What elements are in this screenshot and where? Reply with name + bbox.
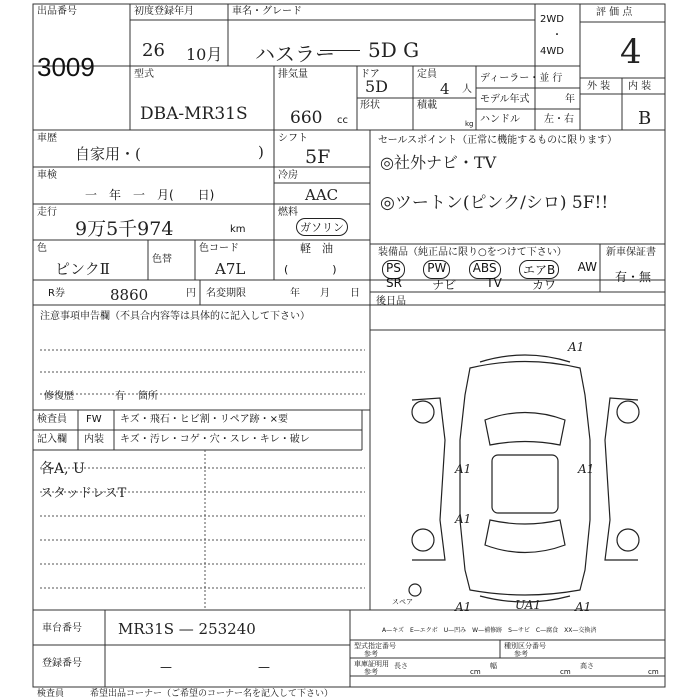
sales-point-1: ◎社外ナビ・TV [380,153,497,172]
vehicle-cert-label: 車庫証明用 [354,660,389,668]
color-code-label: 色コード [199,243,239,254]
height-label: 高さ [580,662,594,670]
wd-dot: ・ [552,30,562,41]
inspection-value: 一 年 一 月( 日) [85,188,215,202]
score-label: 評 価 点 [596,7,633,18]
inspector-label-2: 記入欄 [37,434,67,445]
interior-items: キズ・汚レ・コゲ・穴・スレ・キレ・破レ [120,434,310,445]
color-value: ピンクⅡ [55,260,110,278]
load-unit: kg [465,120,474,128]
equip-pw: PW [423,260,450,279]
repair-place: 箇所 [138,391,158,402]
chassis-label: 車台番号 [42,623,82,634]
equip-sr: SR [386,276,402,290]
mark-left-rear: A1 [455,512,472,526]
mileage-value: 9万5千974 [75,218,174,240]
left-side [412,398,445,560]
model-year-unit: 年 [565,94,575,105]
wheel-rr [617,529,639,551]
date-month: 月 [320,288,330,299]
equip-aw: AW [577,260,597,274]
equip-leather: カワ [531,278,556,292]
dealer-label: ディーラー・並 行 [480,73,563,84]
equip-navi: ナビ [432,278,457,292]
wd-4wd: 4WD [540,46,564,57]
shift-label: シフト [278,133,308,144]
interior-score: B [638,108,652,129]
rear-window [485,520,565,553]
sales-points-label: セールスポイント（正常に機能するものに限ります） [378,135,618,146]
displacement-label: 排気量 [278,69,308,80]
ref-3: 参考 [364,668,378,676]
fw-label: FW [86,414,102,425]
car-name: ハスラー [255,42,335,66]
spare-label: スペア [392,598,413,606]
displacement-unit: cc [337,115,348,126]
equip-tv: TV [486,276,502,290]
mark-rear-left: A1 [455,600,472,614]
spare-tire [409,584,421,596]
equip-abs: ABS [469,260,501,279]
inspector-label-1: 検査員 [37,414,67,425]
plate-value-2: — [258,660,270,674]
load-label: 積載 [417,100,437,111]
wheel-fl [412,401,434,423]
color-change-label: 色替 [152,254,172,265]
first-reg-month: 10月 [186,45,223,64]
inspector-note-1: 各A, U [40,461,85,477]
model-year-label: モデル年式 [480,94,530,105]
mileage-label: 走行 [37,207,57,218]
color-code-value: A7L [215,260,246,278]
fw-items: キズ・飛石・ヒビ割・リペア跡・×要 [120,414,288,425]
cooling-label: 冷房 [278,170,298,181]
sales-point-2: ◎ツートン(ピンク/シロ) 5F!! [380,193,609,213]
repair-label: 修復歴 [44,391,74,402]
date-day: 日 [350,288,360,299]
mark-front: A1 [568,340,585,354]
car-outline [460,362,590,596]
handle-options: 左・右 [544,114,574,125]
history-value: 自家用・( [75,145,141,163]
fuel-gasoline: ガソリン [296,218,348,236]
shape-label: 形状 [360,100,380,111]
preferred-corner-label: 希望出品コーナー（ご希望のコーナー名を記入して下さい） [90,689,334,699]
score-value: 4 [620,32,642,72]
inspection-label: 車検 [37,170,57,181]
capacity-value: 4 [440,80,450,98]
history-label: 車歴 [37,133,57,144]
notes-label: 注意事項申告欄（不具合内容等は具体的に記入して下さい） [40,311,310,322]
plate-value-1: — [160,660,172,674]
fuel-diesel: 軽 油 [300,242,333,255]
rear-items-label: 後日品 [376,296,406,307]
fuel-other: ( ) [284,263,337,276]
mark-left: A1 [455,462,472,476]
front-windshield [485,413,565,446]
name-grade-dash [320,50,360,51]
recycle-value: 8860 [110,286,149,304]
length-cm: cm [470,668,481,676]
interior-label: 内 装 [628,81,652,92]
length-label: 長さ [394,662,408,670]
equipment-row-2 [386,276,556,293]
name-change-label: 名変期限 [206,288,246,299]
equipment-label: 装備品（純正品に限り○をつけて下さい） [378,247,567,258]
type-value: DBA-MR31S [140,104,248,124]
plate-label: 登録番号 [42,658,82,669]
repair-value: 有 [115,391,125,402]
designation-label: 型式指定番号 [354,642,396,650]
fuel-label: 燃料 [278,207,298,218]
ref-1: 参考 [364,650,378,658]
height-cm: cm [648,668,659,676]
car-grade: 5D G [368,38,420,62]
equip-airbag: エアB [519,260,559,279]
capacity-label: 定員 [417,69,437,80]
first-reg-label: 初度登録年月 [134,6,194,17]
interior-row-label: 内装 [84,434,104,445]
date-year: 年 [290,288,300,299]
lot-number: 3009 [37,52,95,82]
inspector-note-2: スタッドレスT [40,486,127,501]
bottom-inspector-label: 検査員 [37,689,65,699]
damage-legend: A—キズ E—エクボ U—凹み W—補修跡 S—サビ C—腐食 XX—交換済 [382,627,597,634]
type-label: 型式 [134,69,154,80]
ref-2: 参考 [514,650,528,658]
history-close: ) [258,143,264,161]
first-reg-year: 26 [142,40,165,61]
displacement-value: 660 [290,108,323,128]
model-grade-label: 車名・グレード [232,6,302,17]
warranty-label: 新車保証書 [606,247,656,258]
shift-value: 5F [305,146,331,168]
width-label: 幅 [490,662,497,670]
equip-ps: PS [382,260,405,279]
mark-rear-right: A1 [575,600,592,614]
recycle-unit: 円 [186,288,196,299]
roof [492,455,558,513]
mark-right: A1 [578,462,595,476]
wheel-rl [412,529,434,551]
door-label: ドア [360,69,380,80]
recycle-label: R券 [48,288,65,299]
wheel-fr [617,401,639,423]
chassis-value: MR31S — 253240 [118,620,256,638]
class-label: 種別区分番号 [504,642,546,650]
color-label: 色 [37,243,47,254]
mileage-unit: km [230,224,246,235]
mark-rear: UA1 [515,598,542,612]
door-value: 5D [365,77,389,96]
handle-label: ハンドル [480,114,520,125]
exterior-label: 外 装 [587,81,611,92]
wd-2wd: 2WD [540,14,564,25]
lot-number-label: 出品番号 [37,6,77,17]
capacity-unit: 人 [462,84,472,95]
width-cm: cm [560,668,571,676]
cooling-value: AAC [305,186,339,204]
warranty-value: 有・無 [615,270,652,284]
